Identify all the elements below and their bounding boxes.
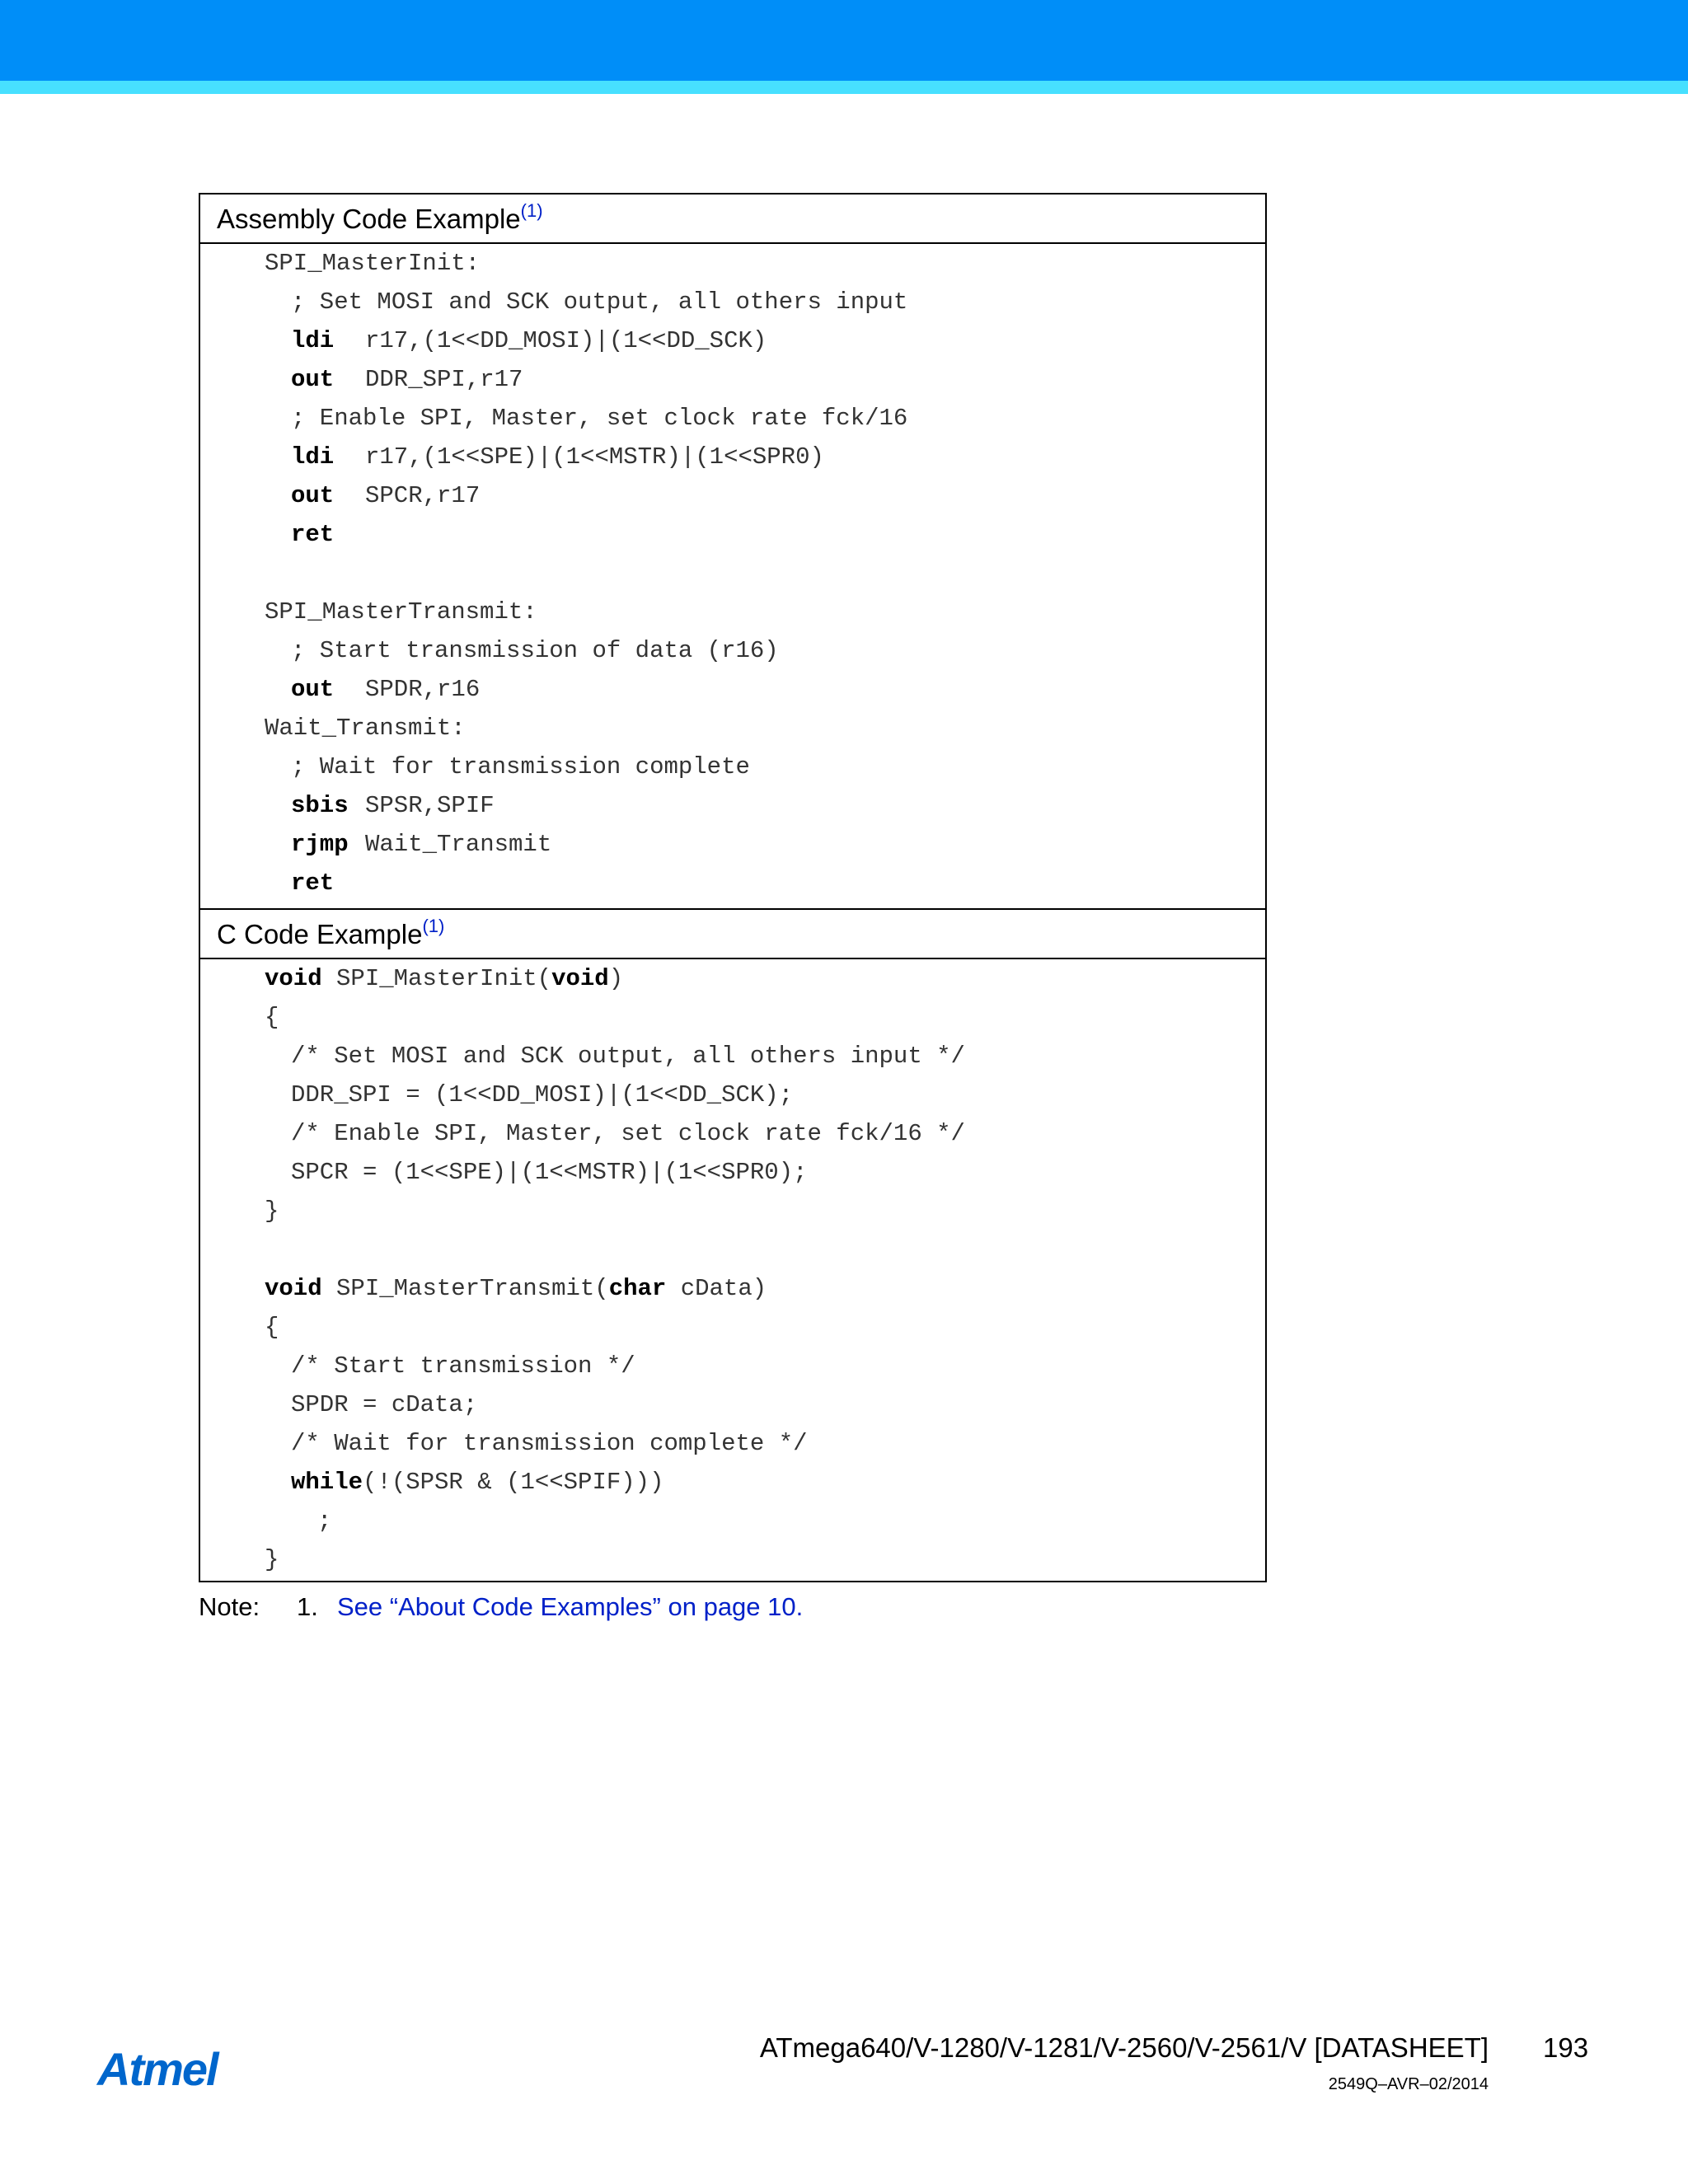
c-title: C Code Example xyxy=(217,919,423,949)
code-opcode: sbis xyxy=(291,792,349,819)
code-text: DDR_SPI = (1<<DD_MOSI)|(1<<DD_SCK); xyxy=(291,1081,794,1108)
code-line xyxy=(200,786,1265,825)
header-band xyxy=(0,0,1688,81)
code-text: { xyxy=(265,1004,279,1031)
doc-code: 2549Q–AVR–02/2014 xyxy=(1328,2075,1489,2093)
code-opcode: out xyxy=(291,482,335,509)
code-line xyxy=(200,476,1265,515)
code-line xyxy=(200,283,1265,321)
code-text: cData) xyxy=(666,1275,767,1302)
code-keyword: void xyxy=(551,965,609,992)
c-note-ref: (1) xyxy=(422,916,445,936)
code-line xyxy=(200,1463,1265,1502)
code-line xyxy=(200,825,1265,864)
code-line xyxy=(200,1114,1265,1153)
code-line xyxy=(200,244,1265,283)
assembly-title: Assembly Code Example xyxy=(217,204,521,234)
code-keyword: char xyxy=(608,1275,667,1302)
code-comment: /* Start transmission */ xyxy=(291,1352,635,1380)
code-comment: /* Enable SPI, Master, set clock rate fck/16 */ xyxy=(291,1120,965,1147)
note-label: Note: xyxy=(199,1592,260,1621)
code-line xyxy=(200,1347,1265,1385)
code-operands: SPCR,r17 xyxy=(365,482,481,509)
code-keyword: while xyxy=(291,1469,363,1496)
code-line xyxy=(200,1076,1265,1114)
atmel-logo: Atmel xyxy=(97,2043,218,2095)
code-comment: /* Set MOSI and SCK output, all others input */ xyxy=(291,1043,965,1070)
code-text: (!(SPSR & (1<<SPIF))) xyxy=(363,1469,664,1496)
code-line xyxy=(200,360,1265,399)
code-text: ; xyxy=(317,1507,332,1535)
code-operands: Wait_Transmit xyxy=(365,831,552,858)
code-comment: /* Wait for transmission complete */ xyxy=(291,1430,808,1457)
code-line xyxy=(200,709,1265,748)
code-line xyxy=(200,1037,1265,1076)
code-label: SPI_MasterTransmit: xyxy=(265,598,537,626)
header-stripe xyxy=(0,81,1688,94)
code-line xyxy=(200,1385,1265,1424)
code-text: SPI_MasterInit( xyxy=(321,965,552,992)
code-text: } xyxy=(265,1197,279,1225)
code-operands: r17,(1<<DD_MOSI)|(1<<DD_SCK) xyxy=(365,327,767,354)
code-line-blank xyxy=(200,554,1265,593)
code-line xyxy=(200,399,1265,438)
code-opcode: rjmp xyxy=(291,831,349,858)
code-text: SPDR = cData; xyxy=(291,1391,478,1418)
code-opcode: ldi xyxy=(291,443,335,471)
code-line xyxy=(200,748,1265,786)
code-opcode: ldi xyxy=(291,327,335,354)
code-line xyxy=(200,438,1265,476)
code-operands: SPSR,SPIF xyxy=(365,792,495,819)
code-text: SPCR = (1<<SPE)|(1<<MSTR)|(1<<SPR0); xyxy=(291,1159,808,1186)
code-operands: SPDR,r16 xyxy=(365,676,481,703)
code-line xyxy=(200,1424,1265,1463)
page-number: 193 xyxy=(1543,2032,1589,2063)
code-operands: DDR_SPI,r17 xyxy=(365,366,523,393)
code-line xyxy=(200,593,1265,631)
code-keyword: void xyxy=(265,1275,322,1302)
footer-title: ATmega640/V-1280/V-1281/V-2560/V-2561/V [DATASHEET] xyxy=(759,2032,1489,2063)
code-example-table xyxy=(199,193,1267,1582)
code-opcode: out xyxy=(291,366,335,393)
code-text: SPI_MasterTransmit( xyxy=(321,1275,609,1302)
code-line xyxy=(200,1269,1265,1308)
code-operands: r17,(1<<SPE)|(1<<MSTR)|(1<<SPR0) xyxy=(365,443,824,471)
code-line xyxy=(200,998,1265,1037)
code-line-blank xyxy=(200,1230,1265,1269)
code-label: Wait_Transmit: xyxy=(265,715,466,742)
code-line xyxy=(200,1308,1265,1347)
code-opcode: out xyxy=(291,676,335,703)
code-keyword: void xyxy=(265,965,322,992)
code-line xyxy=(200,864,1265,902)
assembly-section-header xyxy=(200,194,1265,244)
c-code-block xyxy=(200,959,1265,1579)
note xyxy=(199,1589,804,1625)
code-text: } xyxy=(265,1546,279,1573)
code-comment: ; Enable SPI, Master, set clock rate fck/16 xyxy=(291,405,908,432)
assembly-note-ref: (1) xyxy=(520,200,543,221)
code-opcode: ret xyxy=(291,869,335,897)
assembly-code-block xyxy=(200,244,1265,902)
code-comment: ; Start transmission of data (r16) xyxy=(291,637,779,664)
code-line xyxy=(200,1540,1265,1579)
code-line xyxy=(200,1153,1265,1192)
code-text: ) xyxy=(608,965,624,992)
code-label: SPI_MasterInit: xyxy=(265,250,481,277)
code-text: { xyxy=(265,1314,279,1341)
code-opcode: ret xyxy=(291,521,335,548)
code-line xyxy=(200,631,1265,670)
code-comment: ; Set MOSI and SCK output, all others input xyxy=(291,288,908,316)
code-line xyxy=(200,515,1265,554)
note-number: 1. xyxy=(297,1592,318,1621)
c-section-header xyxy=(200,908,1265,959)
note-link[interactable]: See “About Code Examples” on page 10. xyxy=(337,1592,804,1621)
code-line xyxy=(200,321,1265,360)
code-line xyxy=(200,1192,1265,1230)
code-line xyxy=(200,1502,1265,1540)
code-line xyxy=(200,670,1265,709)
code-line xyxy=(200,959,1265,998)
code-comment: ; Wait for transmission complete xyxy=(291,753,750,780)
